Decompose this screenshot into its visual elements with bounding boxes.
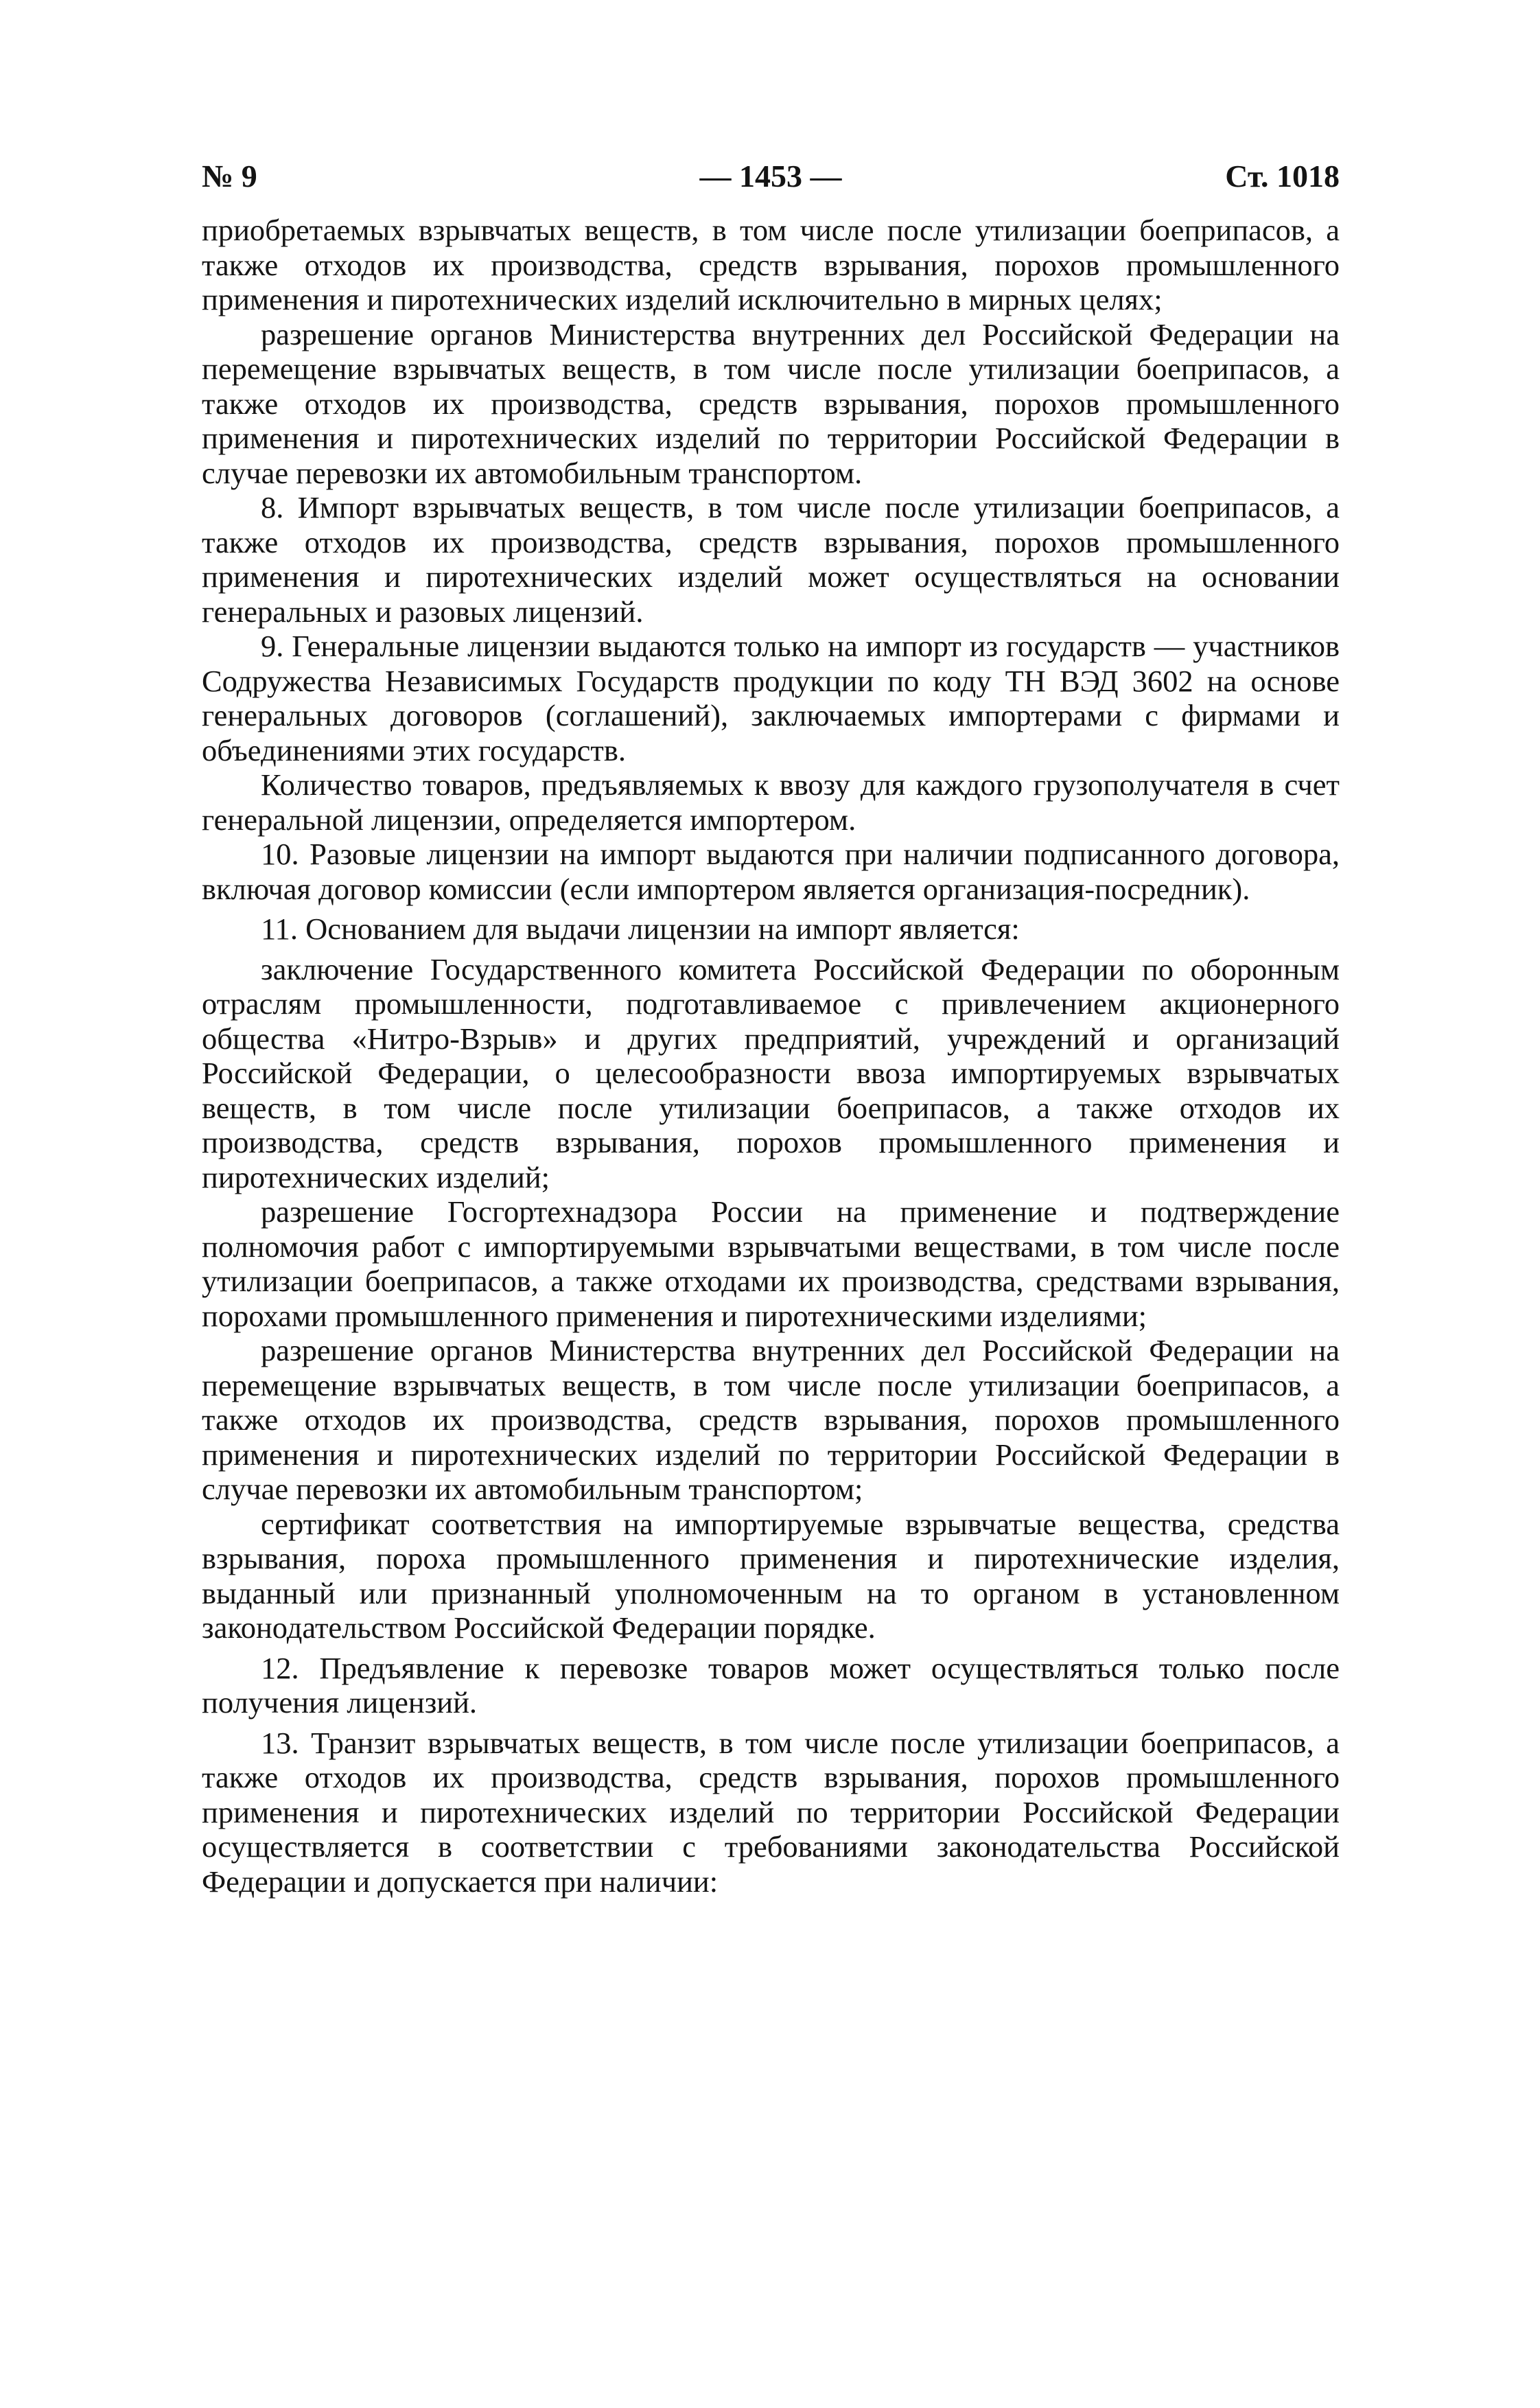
- paragraph: разрешение органов Министерства внутренних дел Российской Федерации на перемещение взрывчатых веществ, в том числе после утилизации боеприпасов, а также отходов их производства, средств взрывания, порохов промышленного применения и пиротехнических изделий по территории Российской Федерации в случае перевозки их автомобильным транспортом.: [202, 316, 1340, 490]
- document-page: [202, 158, 1340, 1899]
- paragraph: 12. Предъявление к перевозке товаров может осуществляться только после получения лицензий.: [202, 1650, 1340, 1720]
- paragraph: 10. Разовые лицензии на импорт выдаются при наличии подписанного договора, включая договор комиссии (если импортером является организация-посредник).: [202, 837, 1340, 906]
- paragraph: разрешение Госгортехнадзора России на применение и подтверждение полномочия работ с импортируемыми взрывчатыми веществами, в том числе после утилизации боеприпасов, а также отходами их производства, средствами взрывания, порохами промышленного применения и пиротехническими изделиями;: [202, 1194, 1340, 1333]
- page-header: [202, 158, 1340, 213]
- paragraph: Количество товаров, предъявляемых к ввозу для каждого грузополучателя в счет генеральной лицензии, определяется импортером.: [202, 767, 1340, 837]
- paragraph: 9. Генеральные лицензии выдаются только на импорт из государств — участников Содружества Независимых Государств продукции по коду ТН ВЭД 3602 на основе генеральных договоров (соглашений), заключаемых импортерами с фирмами и объединениями этих государств.: [202, 629, 1340, 767]
- document-body: [202, 213, 1340, 1899]
- paragraph: 11. Основанием для выдачи лицензии на импорт является:: [261, 912, 1020, 946]
- paragraph: 13. Транзит взрывчатых веществ, в том числе после утилизации боеприпасов, а также отходов их производства, средств взрывания, порохов промышленного применения и пиротехнических изделий по территории Российской Федерации осуществляется в соответствии с требованиями законодательства Российской Федерации и допускается при наличии:: [202, 1725, 1340, 1899]
- paragraph: приобретаемых взрывчатых веществ, в том числе после утилизации боеприпасов, а также отходов их производства, средств взрывания, порохов промышленного применения и пиротехнических изделий исключительно в мирных целях;: [202, 213, 1340, 316]
- paragraph: сертификат соответствия на импортируемые взрывчатые вещества, средства взрывания, пороха промышленного применения и пиротехнические изделия, выданный или признанный уполномоченным на то органом в установленном законодательством Российской Федерации порядке.: [202, 1506, 1340, 1645]
- paragraph: заключение Государственного комитета Российской Федерации по оборонным отраслям промышленности, подготавливаемое с привлечением акционерного общества «Нитро-Взрыв» и других предприятий, учреждений и организаций Российской Федерации, о целесообразности ввоза импортируемых взрывчатых веществ, в том числе после утилизации боеприпасов, а также отходов их производства, средств взрывания, порохов промышленного применения и пиротехнических изделий;: [202, 951, 1340, 1194]
- article-number: Ст. 1018: [1225, 159, 1340, 194]
- issue-number: № 9: [202, 159, 257, 194]
- paragraph: 8. Импорт взрывчатых веществ, в том числе после утилизации боеприпасов, а также отходов их производства, средств взрывания, порохов промышленного применения и пиротехнических изделий может осуществляться на основании генеральных и разовых лицензий.: [202, 490, 1340, 629]
- page-number: — 1453 —: [699, 159, 842, 194]
- paragraph: разрешение органов Министерства внутренних дел Российской Федерации на перемещение взрывчатых веществ, в том числе после утилизации боеприпасов, а также отходов их производства, средств взрывания, порохов промышленного применения и пиротехнических изделий по территории Российской Федерации в случае перевозки их автомобильным транспортом;: [202, 1333, 1340, 1506]
